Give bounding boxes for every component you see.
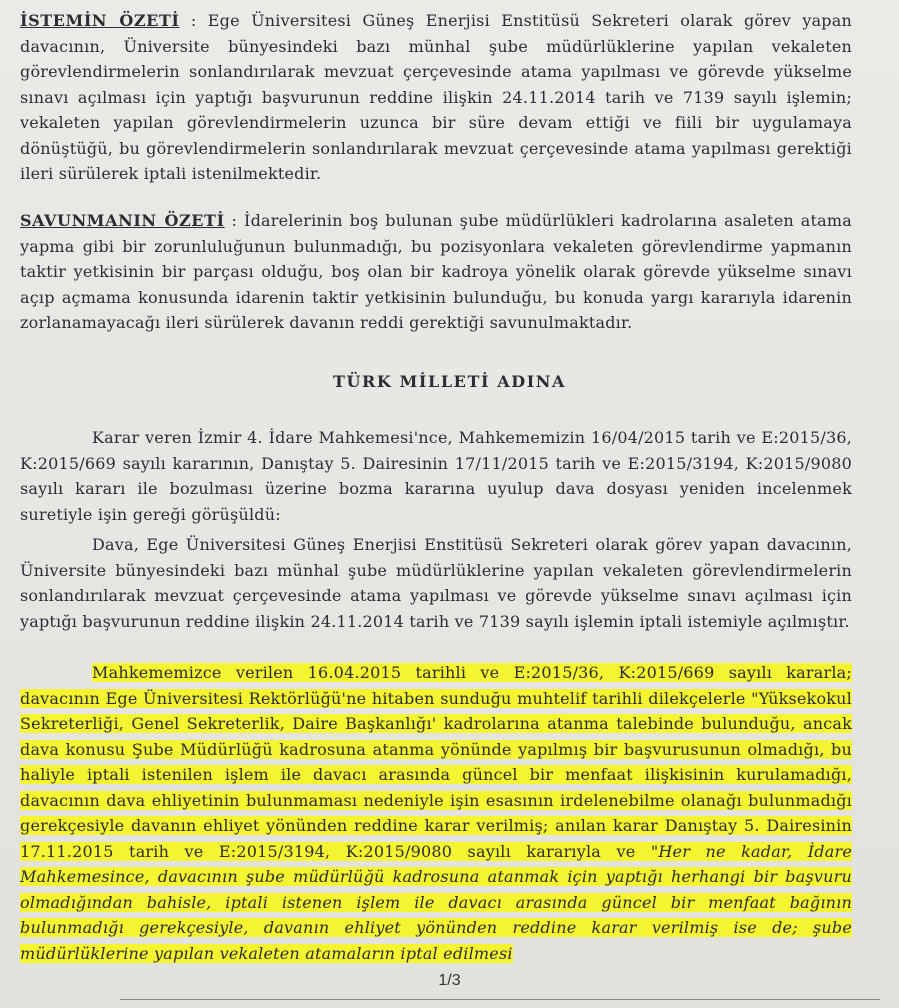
- savunmanin-ozeti-paragraph: [20, 208, 852, 336]
- istemin-ozeti-text: : Ege Üniversitesi Güneş Enerjisi Enstitüsü Sekreteri olarak görev yapan davacının, Üniversite bünyesindeki bazı münhal şube müdürlüklerine yapılan vekaleten görevlendirmelerin sonlandırılarak mevzuat çerçevesinde atama yapılması ve görevde yükselme sınavı açılması için yaptığı başvurunun reddine ilişkin 24.11.2014 tarih ve 7139 sayılı işlemin; vekaleten yapılan görevlendirmelerin uzunca bir süre devam ettiği ve fiili bir uygulamaya dönüştüğü, bu görevlendirmelerin sonlandırılarak mevzuat çerçevesinde atama yapılması gerektiği ileri sürülerek iptali istenilmektedir.: [20, 11, 852, 183]
- savunmanin-ozeti-label: SAVUNMANIN ÖZETİ: [20, 211, 225, 230]
- highlighted-quote: "Her ne kadar, İdare Mahkemesince, davacının şube müdürlüğü kadrosuna atanmak için yaptığı herhangi bir başvuru olmadığından bahisle, iptali istenen işlem ile davacı arasında güncel bir menfaat bağının bulunmadığı gerekçesiyle, davanın ehliyet yönünden reddine karar verilmiş ise de; şube müdürlüklerine yapılan vekaleten atamaların iptal edilmesi: [20, 841, 853, 963]
- decision-intro-paragraph: Karar veren İzmir 4. İdare Mahkemesi'nce, Mahkememizin 16/04/2015 tarih ve E:2015/36, K:2015/669 sayılı kararının, Danıştay 5. Dairesinin 17/11/2015 tarih ve E:2015/3194, K:2015/9080 sayılı kararı ile bozulması üzerine bozma kararına uyulup dava dosyası yeniden incelenmek suretiyle işin gereği görüşüldü:: [20, 428, 852, 524]
- page-number: 1/3: [438, 972, 461, 989]
- istemin-ozeti-label: İSTEMİN ÖZETİ: [20, 11, 180, 30]
- highlighted-text: Mahkememizce verilen 16.04.2015 tarihli ve E:2015/36, K:2015/669 sayılı kararla; davacının Ege Üniversitesi Rektörlüğü'ne hitaben sunduğu muhtelif tarihli dilekçelerle "Yüksekokul Sekreterliği, Genel Sekreterlik, Daire Başkanlığı' kadrolarına atanma talebinde bulunduğu, ancak dava konusu Şube Müdürlüğü kadrosuna atanma yönünde yapılmış bir başvurusunun olmadığı, bu haliyle iptali istenilen işlem ile davacı arasında güncel bir menfaat ilişkisinin kurulamadığı, davacının dava ehliyetinin bulunmaması nedeniyle işin esasının irdelenebilme olanağı bulunmadığı gerekçesiyle davanın ehliyet yönünden reddine karar verilmiş; anılan karar Danıştay 5. Dairesinin 17.11.2015 tarih ve E:2015/3194, K:2015/9080 sayılı kararıyla ve: [20, 663, 852, 861]
- savunmanin-ozeti-text: : İdarelerinin boş bulunan şube müdürlükleri kadrolarına asaleten atama yapma gibi bir zorunluluğunun bulunmadığı, bu pozisyonlara vekaleten görevlendirme yapmanın taktir yetkisinin bir parçası olduğu, boş olan bir kadroya yönelik olarak görevde yükselme sınavı açıp açmama konusunda idarenin taktir yetkisinin bulunduğu, bu konuda yargı kararıyla idarenin zorlanamayacağı ileri sürülerek davanın reddi gerektiği savunulmaktadır.: [20, 211, 852, 332]
- highlighted-paragraph: [20, 660, 852, 966]
- bottom-rule: [120, 999, 880, 1000]
- case-summary-paragraph: Dava, Ege Üniversitesi Güneş Enerjisi Enstitüsü Sekreteri olarak görev yapan davacının, Üniversite bünyesindeki bazı münhal şube müdürlüklerine yapılan vekaleten görevlendirmelerin sonlandırılarak mevzuat çerçevesinde atama yapılması ve görevde yükselme sınavı açılması için yaptığı başvurunun reddine ilişkin 24.11.2014 tarih ve 7139 sayılı işlemin iptali istemiyle açılmıştır.: [20, 535, 852, 631]
- istemin-ozeti-paragraph: [20, 8, 852, 187]
- section-heading: TÜRK MİLLETİ ADINA: [332, 372, 567, 391]
